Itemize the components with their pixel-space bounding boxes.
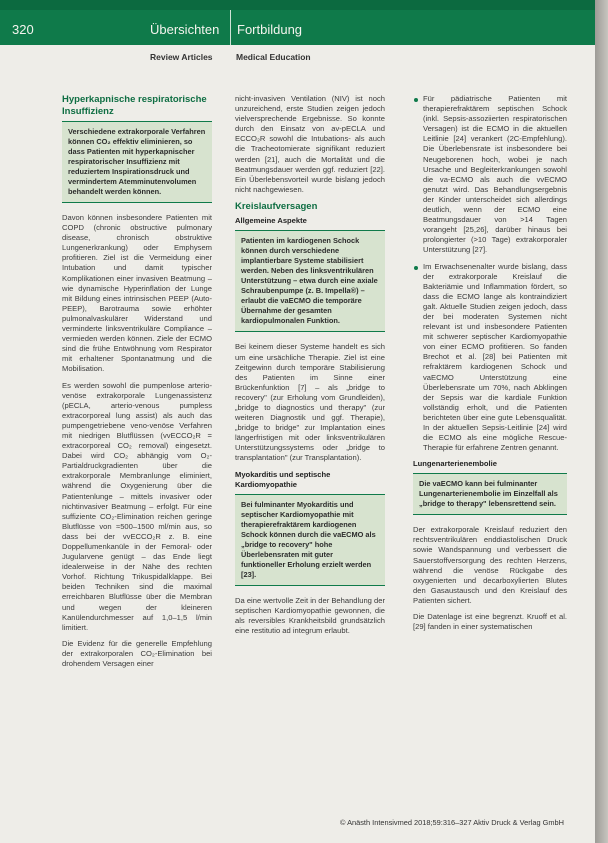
key-message-box: Die vaECMO kann bei fulminanter Lungenarterienembolie im Einzelfall als „bridge to therapy" lebensrettend sein. [413, 473, 567, 515]
bullet-list [413, 94, 567, 453]
paragraph: Bei keinem dieser Systeme handelt es sich um eine ursächliche Therapie. Ziel ist eine Zeitgewinn durch temporäre Stabilisierung des Patienten im Sinne einer Brückenfunktion [7] – als „bridge to recovery" (zur Erholung vom Grundleiden), „bridge to diagnostics und therapy" (zur weiteren Diagnostik und ggf. Therapie), „bridge to bridge" zur Implantation eines längerfristigen mit oder linksventrikulären Unterstützungssystems oder „bridge to transplantation" (zur Transplantation). [235, 342, 385, 463]
paragraph: Davon können insbesondere Patienten mit COPD (chronic obstructive pulmonary disease, chronisch obstruktive Lungenerkrankung) oder Emphysem profitieren. Ziel ist die Vermeidung einer Intubation und damit typischer Komplikationen einer invasiven Beatmung – wie dynamische Hyperinflation der Lunge mit Bildung eines intrinsischen PEEP (Auto-PEEP), Barotrauma sowie erhöhter pulmonalvaskulärer Widerstand und verminderte linksventrikuläre Compliance – vermieden werden können. Ziele der ECMO sind die frühe Entwöhnung vom Respirator mit erhaltener Spontanatmung und die Mobilisation. [62, 213, 212, 374]
subheader-left: Review Articles [150, 52, 213, 62]
subsection-title: Myokarditis und septische Kardiomyopathie [235, 469, 331, 489]
key-message-box: Bei fulminanter Myokarditis und septischer Kardiomyopathie mit therapierefraktärem kardiogenen Schock können durch die vaECMO als „bridge to recovery" hohe Überlebensraten mit guter funktioneller Erholung erzielt werden [23]. [235, 494, 385, 586]
paragraph: Der extrakorporale Kreislauf reduziert den rechtsventrikulären enddiastolischen Druck sowie Wandspannung und verbessert die Sauerstoffversorgung des rechten Herzens, während die venöse Rückgabe des oxygenierten und decarboxylierten Blutes den Gasaustausch und den Kreislauf des Patienten sichert. [413, 525, 567, 605]
paragraph: nicht-invasiven Ventilation (NIV) ist noch unzureichend, erste Studien zeigen jedoch vielversprechende Ergebnisse. So konnte durch den Einsatz von av-pECLA und ECCO₂R sowohl die Intubations- als auch die Tracheotomierate signifikant reduziert werden [21], auch die Mortalität und die Beatmungsdauer werden ggf. reduziert [22]. Ein Überlebensvorteil wurde bislang jedoch nicht nachgewiesen. [235, 94, 385, 194]
list-item: Im Erwachsenenalter wurde bislang, dass der extrakorporale Kreislauf die Bakteriämie und Inflammation fördert, so dass die ECMO lange als kontraindiziert galt. Aktuelle Studien zeigen jedoch, dass der bei moderaten Systemen nicht relevant ist und insbesondere Patienten mit schwerer septischer Kardiomyopathie von einer ECMO profitieren. So fanden Brechot et al. [28] bei Patienten mit refraktärem kardiogenen Schock und vaECMO Unterstützung eine Überlebensrate um 70%, nach Abklingen der Sepsis war die kardiale Funktion vollständig erholt, und die Patienten berichteten über eine gute Lebensqualität. In der aktuellen Sepsis-Leitlinie [24] wird die ECMO als eine mögliche Rescue-Therapie für erfahrene Zentren genannt. [413, 262, 567, 454]
header-band [0, 0, 595, 10]
subsection-title: Allgemeine Aspekte [235, 216, 307, 226]
page-header [0, 0, 595, 45]
key-message-box: Patienten im kardiogenen Schock können durch verschiedene implantierbare Systeme stabilisiert werden. Neben des linksventrikulären Unterstützung – etwa durch eine axiale Schraubenpumpe (z. B. Impella®) – erlaubt die vaECMO die temporäre Übernahme der gesamten kardiopulmonalen Funktion. [235, 230, 385, 332]
section-title: Kreislaufversagen [235, 200, 318, 212]
paragraph: Da eine wertvolle Zeit in der Behandlung der septischen Kardiomyopathie gewonnen, die als reversibles Krankheitsbild grundsätzlich eine restitutio ad integrum erlaubt. [235, 595, 385, 635]
section-right: Fortbildung [237, 22, 303, 37]
page-number: 320 [12, 22, 34, 37]
header-divider [230, 10, 231, 45]
list-item: Für pädiatrische Patienten mit therapierefraktärem septischen Schock (inkl. Sepsis-assoziierten respiratorischen Versagen) ist die ECMO in die aktuellen Leitlinie [24] verankert (2C-Empfehlung). Die Überlebensrate ist insbesondere bei Neugeborenen hoch, wobei je nach Ursache und Begleiterkrankungen sowohl die va-ECMO als auch die vvECMO genutzt wird. Das Behandlungsergebnis der Kinder unterscheidet sich allerdings deutlich, wenn der ECMO eine Beatmungsdauer von >14 Tagen vorangeht [25,26], darüber hinaus bei prolongierter (>10 Tage) extrakorporaler Unterstützung [27]. [413, 94, 567, 256]
column-3 [413, 94, 567, 638]
paragraph: Die Datenlage ist eine begrenzt. Kruoff et al. [29] fanden in einer systematischen [413, 612, 567, 632]
subsection-title: Lungenarterienembolie [413, 459, 497, 469]
paragraph: Es werden sowohl die pumpenlose arterio-venöse extrakorporale Lungenassistenz (pECLA, arterio-venous pumpless extracorporeal lung assist) als auch das pumpengetriebene veno-venöse Verfahren mit niedrigen Blutflüssen (vvECCO₂R = extracorporeal CO₂ removal) eingesetzt. Dabei wird CO₂ abhängig vom O₂-Partialdruckgradienten über die extrakorporale Membranlunge eliminiert, während die Oxygenierung über die Patientenlunge – mittels invasiver oder nichtinvasiver Beatmung – erfolgt. Für eine suffiziente CO₂-Elimination reichen geringe Blutflüsse von ≈500–1500 ml/min aus, so dass bei der vvECCO₂R z. B. eine Doppellumenkanüle in der Femoral- oder Jugularvene genügt – das Ende liegt idealerweise in der Nähe des rechten Vorhof. Richtung Trikuspidalklappe. Bei beiden Techniken sind die maximal erreichbaren Blutflüsse über die Membran und wegen der kleineren Kanülendurchmesser auf 1,0–1,5 l/min limitiert. [62, 380, 212, 632]
subheader-right: Medical Education [236, 52, 311, 62]
section-title: Hyperkapnische respiratorische Insuffizienz [62, 94, 207, 117]
section-left: Übersichten [150, 22, 220, 37]
key-message-box: Verschiedene extrakorporale Verfahren können CO₂ effektiv eliminieren, so dass Patienten mit hyperkapnischer respiratorischer Insuffizienz mit reduziertem Inspirationsdruck und vermindertem Atemminutenvolumen behandelt werden können. [62, 121, 212, 203]
column-2 [235, 94, 385, 642]
paragraph: Die Evidenz für die generelle Empfehlung der extrakorporalen CO₂-Elimination bei drohendem Versagen einer [62, 638, 212, 669]
column-1 [62, 94, 212, 675]
page-edge-shadow [595, 0, 608, 843]
page-footer: © Anästh Intensivmed 2018;59:316–327 Aktiv Druck & Verlag GmbH [340, 818, 565, 827]
